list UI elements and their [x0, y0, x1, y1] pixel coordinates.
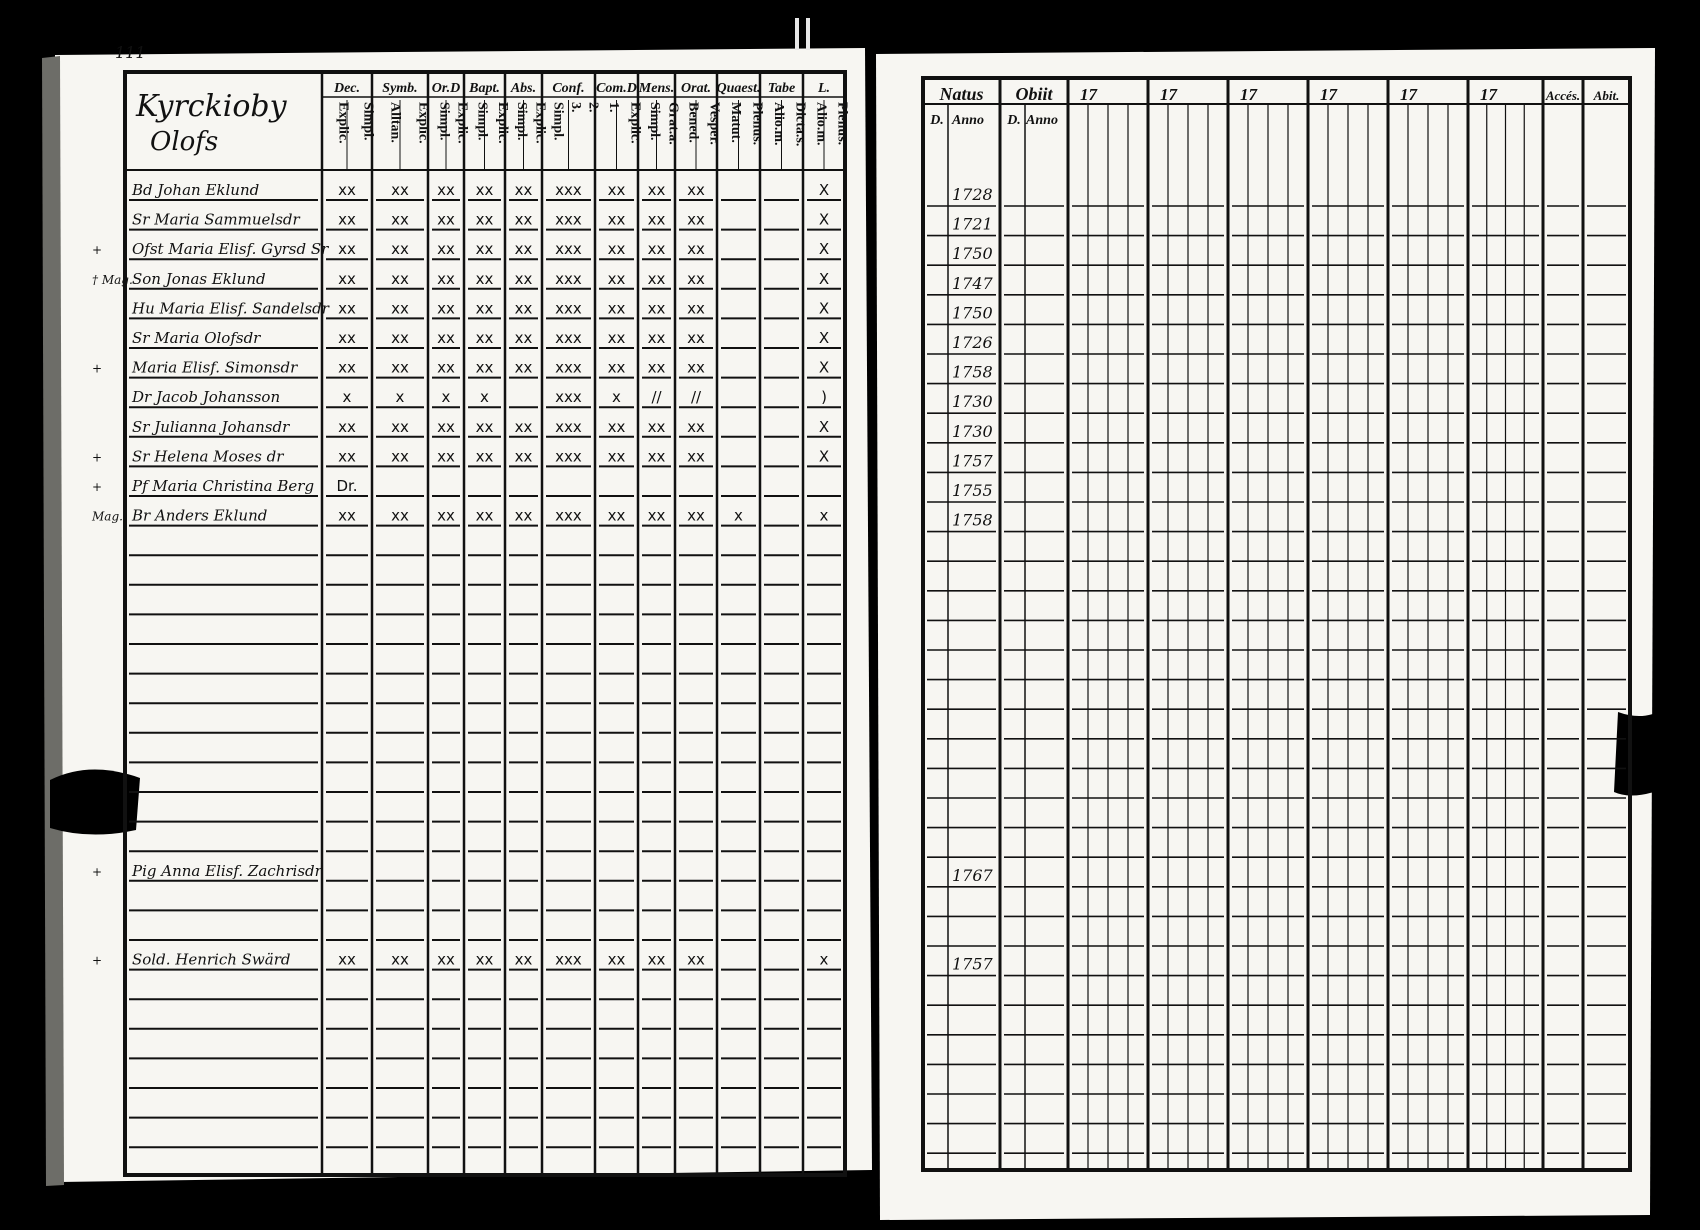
catechism-mark: xx: [647, 447, 666, 466]
sub-header-label: Alltan.: [387, 102, 403, 143]
catechism-mark: xx: [514, 269, 533, 288]
catechism-mark: xx: [475, 329, 494, 347]
catechism-mark: x: [819, 506, 829, 525]
birth-year: 1755: [952, 481, 993, 500]
header-0: Natus: [939, 84, 984, 104]
catechism-mark: X: [818, 358, 830, 377]
person-name: Bd Johan Eklund: [132, 181, 260, 199]
sub-header-label: Grat.a.: [665, 102, 681, 145]
catechism-mark: xx: [338, 269, 356, 288]
catechism-mark: xx: [437, 506, 455, 525]
catechism-mark: xx: [338, 447, 356, 466]
catechism-mark: xxx: [555, 269, 582, 288]
catechism-mark: xx: [391, 181, 409, 199]
sub-header-label: Matut.: [728, 102, 744, 143]
catechism-mark: xx: [391, 506, 409, 525]
person-name: Son Jonas Eklund: [132, 269, 266, 288]
birth-year: 1728: [952, 185, 993, 204]
sub-header-label: Explic.: [415, 102, 431, 144]
side-note: +: [92, 450, 103, 465]
catechism-mark: xx: [687, 329, 705, 347]
catechism-mark: xx: [687, 210, 705, 229]
side-note: Mag.: [92, 509, 123, 524]
person-name: Sr Maria Sammuelsdr: [132, 210, 300, 229]
birth-year: 1730: [952, 392, 993, 412]
catechism-mark: xx: [391, 417, 409, 436]
catechism-mark: xx: [607, 358, 626, 377]
catechism-mark: xx: [437, 417, 455, 436]
sub-header-label: Explic.: [532, 102, 548, 144]
sub-header-label: Dicta.s.: [792, 102, 808, 147]
catechism-mark: xx: [647, 506, 666, 525]
sub-header-label: Simpl.: [360, 102, 376, 141]
catechism-mark: x: [441, 388, 451, 407]
sub-header-label: Explic.: [494, 102, 510, 144]
side-note: +: [92, 361, 103, 376]
group-header-abs: Abs.: [510, 81, 537, 96]
birth-year: 1750: [952, 244, 993, 264]
sub-header-label: Simpl.: [436, 102, 452, 141]
header-8: Accés.: [1545, 88, 1581, 103]
sub-header-label: Plenus.: [834, 102, 850, 146]
catechism-mark: xx: [647, 210, 666, 229]
sub-header-label: 3.: [568, 102, 584, 113]
catechism-mark: //: [690, 388, 702, 407]
header-4: 17: [1240, 85, 1257, 104]
catechism-mark: x: [734, 506, 743, 525]
catechism-mark: xx: [338, 299, 356, 318]
catechism-mark: xx: [607, 240, 626, 259]
catechism-mark: xxx: [555, 299, 582, 318]
catechism-mark: xx: [647, 358, 666, 377]
catechism-mark: xx: [475, 210, 494, 229]
catechism-mark: xxx: [555, 950, 582, 969]
group-header-bapt: Bapt.: [469, 81, 500, 96]
sub-header-label: Alio.m.: [813, 102, 829, 146]
catechism-mark: xx: [514, 299, 533, 318]
catechism-mark: X: [818, 299, 830, 318]
catechism-mark: xx: [514, 210, 533, 229]
catechism-mark: Dr.: [336, 477, 358, 495]
header-1: Obiit: [1015, 84, 1053, 104]
person-name: Pig Anna Elisf. Zachrisdr: [132, 861, 322, 880]
catechism-mark: xx: [437, 358, 455, 377]
catechism-mark: xx: [687, 417, 705, 436]
catechism-mark: xx: [514, 329, 533, 347]
catechism-mark: //: [651, 388, 662, 407]
catechism-mark: xx: [607, 329, 626, 347]
catechism-mark: xx: [475, 240, 494, 259]
catechism-mark: xx: [607, 299, 626, 318]
person-name: Sr Julianna Johansdr: [132, 417, 290, 436]
catechism-mark: xx: [338, 358, 356, 377]
catechism-mark: xxx: [555, 329, 582, 347]
header-3: 17: [1160, 85, 1177, 104]
group-header-tabe: Tabe: [767, 81, 796, 96]
person-name: Ofst Maria Elisf. Gyrsd Sr: [132, 240, 329, 259]
sub-header-label: Explic.: [627, 102, 643, 144]
catechism-mark: X: [818, 181, 830, 199]
catechism-mark: X: [818, 447, 830, 466]
catechism-mark: xxx: [555, 506, 582, 525]
catechism-mark: xx: [437, 181, 455, 199]
catechism-mark: xx: [607, 447, 626, 466]
catechism-mark: xx: [338, 240, 356, 259]
catechism-mark: xx: [437, 299, 455, 318]
birth-year: 1757: [952, 954, 993, 974]
birth-year: 1757: [952, 451, 993, 471]
sub-header-label: Vesper.: [706, 102, 722, 145]
catechism-mark: xx: [475, 269, 494, 288]
catechism-mark: xx: [607, 269, 626, 288]
group-header-orat: Orat.: [681, 81, 711, 96]
sub-header-label: Simpl.: [646, 102, 662, 141]
sub-header-label: Simpl.: [550, 102, 566, 141]
catechism-mark: x: [395, 388, 405, 407]
catechism-mark: xx: [391, 240, 409, 259]
birth-year: 1730: [952, 421, 993, 441]
group-header-dec: Dec.: [333, 81, 361, 96]
catechism-mark: x: [612, 388, 621, 407]
person-name: Sold. Henrich Swärd: [132, 950, 291, 969]
catechism-mark: xx: [687, 950, 705, 969]
side-note: † Mag.: [92, 272, 133, 287]
catechism-mark: xx: [437, 329, 455, 347]
catechism-mark: xx: [647, 240, 666, 259]
catechism-mark: xx: [687, 358, 705, 377]
sub-header-label: Explic.: [454, 102, 470, 144]
catechism-mark: xx: [475, 950, 494, 969]
catechism-mark: xxx: [555, 181, 582, 199]
right-page: [876, 48, 1655, 1220]
catechism-mark: x: [480, 388, 489, 407]
catechism-mark: xx: [391, 358, 409, 377]
catechism-mark: xx: [607, 417, 626, 436]
birth-year: 1721: [952, 214, 993, 234]
binding-clip: [806, 18, 810, 50]
catechism-mark: ): [821, 388, 827, 407]
catechism-mark: xx: [647, 417, 666, 436]
sub-header-label: Explic.: [335, 102, 351, 144]
page-tear: [1614, 712, 1660, 796]
catechism-mark: xx: [475, 299, 494, 318]
catechism-mark: xx: [687, 181, 705, 199]
sub-header: Anno: [952, 113, 984, 128]
header-9: Abit.: [1593, 88, 1620, 103]
catechism-mark: xx: [475, 181, 494, 199]
catechism-mark: xx: [475, 447, 494, 466]
catechism-mark: xx: [687, 299, 705, 318]
group-header-l: L.: [817, 81, 831, 96]
person-name: Hu Maria Elisf. Sandelsdr: [132, 299, 329, 318]
person-name: Maria Elisf. Simonsdr: [132, 358, 298, 377]
catechism-mark: xx: [475, 417, 494, 436]
catechism-mark: X: [818, 417, 830, 436]
birth-year: 1747: [952, 273, 993, 293]
person-name: Sr Helena Moses dr: [132, 447, 284, 466]
catechism-mark: xx: [437, 210, 455, 229]
catechism-mark: xxx: [555, 210, 582, 229]
catechism-mark: xxx: [555, 358, 582, 377]
catechism-mark: X: [818, 269, 830, 288]
catechism-mark: xx: [647, 269, 666, 288]
header-7: 17: [1480, 85, 1497, 104]
catechism-mark: xx: [607, 181, 626, 199]
catechism-mark: xx: [437, 240, 455, 259]
catechism-mark: xx: [514, 950, 533, 969]
group-header-symb: Symb.: [382, 81, 418, 96]
binding-clip: [795, 18, 799, 50]
header-2: 17: [1080, 85, 1097, 104]
catechism-mark: xx: [338, 950, 356, 969]
catechism-mark: xx: [514, 447, 533, 466]
sub-header: Anno: [1026, 113, 1058, 128]
catechism-mark: xx: [607, 210, 626, 229]
catechism-mark: X: [818, 329, 830, 347]
group-header-conf: Conf.: [552, 81, 585, 96]
group-header-mens: Mens.: [638, 81, 675, 96]
sub-header-label: 1.: [606, 102, 622, 113]
catechism-mark: xx: [437, 447, 455, 466]
catechism-mark: xx: [437, 269, 455, 288]
catechism-mark: xx: [475, 506, 494, 525]
birth-year: 1758: [952, 362, 993, 382]
catechism-mark: xx: [514, 506, 533, 525]
catechism-mark: xx: [687, 240, 705, 259]
catechism-mark: xxx: [555, 417, 582, 436]
catechism-mark: xx: [391, 269, 409, 288]
catechism-mark: X: [818, 240, 830, 259]
sub-header-label: Bened.: [685, 102, 701, 143]
header-5: 17: [1320, 85, 1337, 104]
catechism-mark: xx: [391, 329, 409, 347]
catechism-mark: xx: [338, 506, 356, 525]
catechism-mark: xxx: [555, 240, 582, 259]
catechism-mark: xx: [338, 181, 356, 199]
birth-year: 1767: [952, 865, 993, 885]
catechism-mark: xx: [607, 506, 626, 525]
person-name: Sr Maria Olofsdr: [132, 329, 261, 347]
parish-subtitle: Olofs: [150, 127, 219, 157]
catechism-mark: xx: [647, 950, 666, 969]
catechism-mark: xx: [338, 417, 356, 436]
group-header-comd: Com.D: [596, 81, 637, 96]
catechism-mark: xx: [514, 240, 533, 259]
catechism-mark: xx: [687, 447, 705, 466]
catechism-mark: xx: [687, 269, 705, 288]
person-name: Dr Jacob Johansson: [132, 388, 281, 407]
parish-title: Kyrckioby: [136, 89, 287, 124]
side-note: +: [92, 864, 103, 879]
catechism-mark: xx: [391, 950, 409, 969]
group-header-quaest: Quaest.: [716, 81, 761, 96]
catechism-mark: xx: [514, 181, 533, 199]
sub-header: D.: [930, 113, 944, 128]
catechism-mark: xx: [475, 358, 494, 377]
catechism-mark: xx: [514, 358, 533, 377]
side-note: +: [92, 480, 103, 494]
birth-year: 1758: [952, 510, 993, 530]
corner-mark: 111: [115, 43, 146, 62]
catechism-mark: xx: [514, 417, 533, 436]
catechism-mark: xx: [647, 181, 666, 199]
catechism-mark: xx: [607, 950, 626, 969]
sub-header-label: Alio.m.: [771, 102, 787, 146]
catechism-mark: xx: [391, 447, 409, 466]
catechism-mark: xxx: [555, 388, 582, 407]
sub-header-label: Plenus.: [749, 102, 765, 146]
catechism-mark: xx: [391, 210, 409, 229]
sub-header-label: 2.: [585, 102, 601, 113]
header-6: 17: [1400, 85, 1417, 104]
catechism-mark: x: [342, 388, 352, 407]
sub-header: D.: [1007, 113, 1021, 128]
catechism-mark: xxx: [555, 447, 582, 466]
side-note: +: [92, 243, 103, 258]
birth-year: 1750: [952, 303, 993, 323]
person-name: Br Anders Eklund: [132, 506, 268, 525]
group-header-ord: Or.D: [431, 81, 461, 96]
catechism-mark: xx: [687, 506, 705, 525]
catechism-mark: xx: [437, 950, 455, 969]
catechism-mark: xx: [338, 210, 356, 229]
sub-header-label: Simpl.: [513, 102, 529, 141]
catechism-mark: xx: [391, 299, 409, 318]
catechism-mark: xx: [647, 329, 666, 347]
catechism-mark: X: [818, 210, 830, 229]
catechism-mark: x: [819, 950, 829, 969]
catechism-mark: xx: [647, 299, 666, 318]
person-name: Pf Maria Christina Berg: [132, 477, 315, 495]
sub-header-label: Simpl.: [474, 102, 490, 141]
birth-year: 1726: [952, 333, 993, 352]
side-note: +: [92, 953, 103, 968]
catechism-mark: xx: [338, 329, 356, 347]
